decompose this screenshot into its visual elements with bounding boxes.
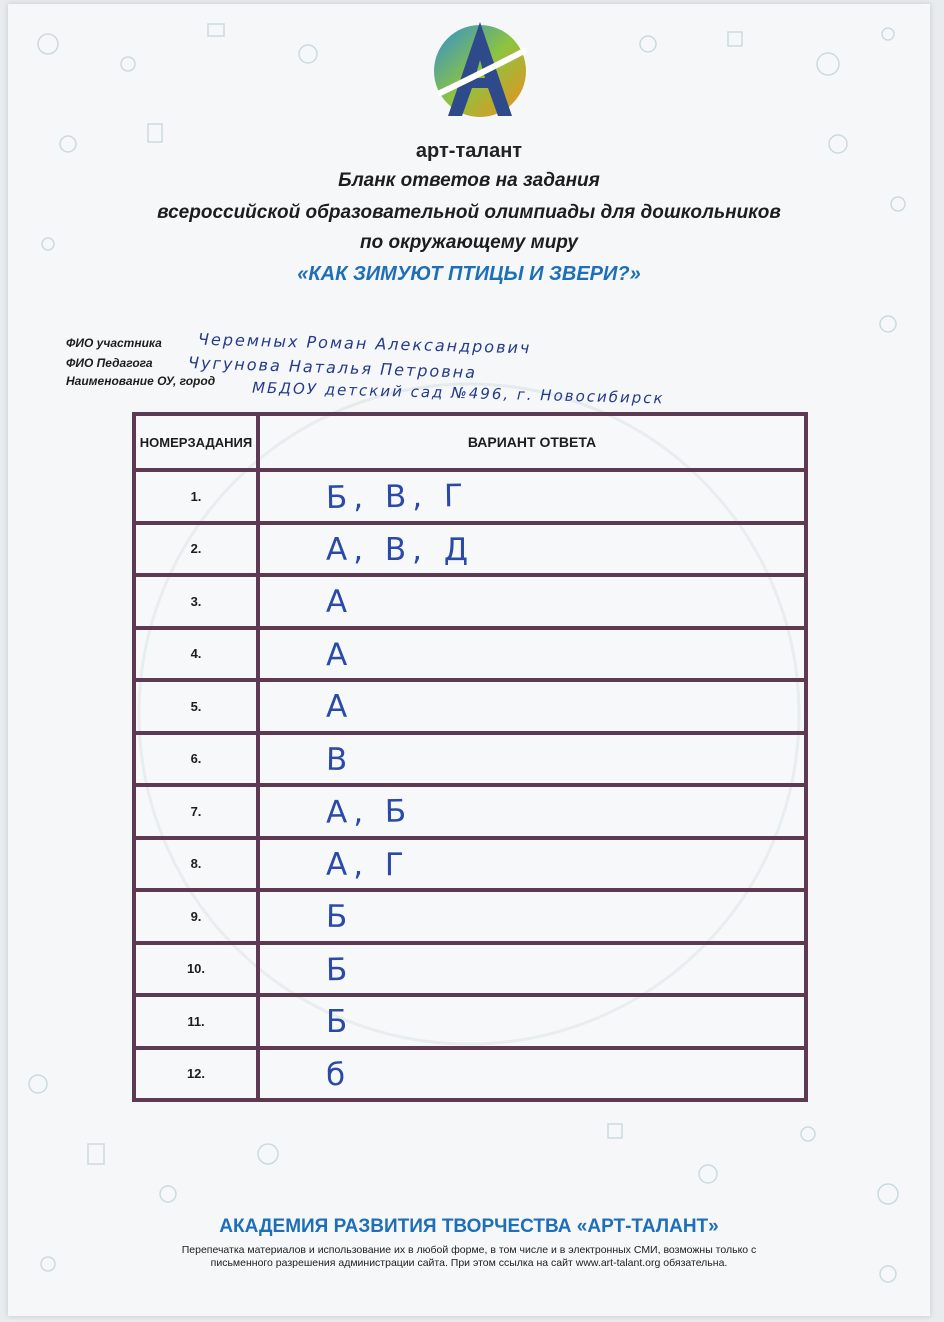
- task-number: 2.: [190, 541, 202, 556]
- task-number: 11.: [187, 1013, 205, 1029]
- task-number: 8.: [190, 856, 202, 871]
- table-row: [136, 997, 804, 1045]
- handwritten-answer: А, В, Д: [326, 531, 475, 568]
- brand-name: арт-талант: [415, 140, 523, 162]
- handwritten-answer: Б: [325, 951, 354, 988]
- handwritten-answer: А, Г: [326, 846, 410, 883]
- footer-note-line-2: письменного разрешения администрации сайта. При этом ссылка на сайт www.art-talant.org обязательна.: [210, 1257, 728, 1269]
- task-number: 9.: [190, 908, 202, 924]
- answer-sheet: [8, 4, 930, 1316]
- column-header-number: [136, 416, 256, 468]
- handwritten-answer: А: [325, 636, 354, 673]
- handwritten-answer: Б: [326, 1004, 354, 1040]
- handwritten-answer: А, Б: [325, 793, 413, 831]
- table-row: [136, 630, 804, 678]
- sheet-title: Бланк ответов на задания: [338, 170, 600, 191]
- handwritten-answer: А: [325, 583, 354, 621]
- sheet-subject: по окружающему миру: [360, 232, 578, 253]
- organization-name: МБДОУ детский сад №496, г. Новосибирск: [251, 378, 665, 408]
- participant-name: Черемных Роман Александрович: [197, 329, 532, 358]
- table-row: [136, 735, 804, 783]
- task-number: 5.: [190, 698, 202, 714]
- handwritten-answer: б: [325, 1056, 352, 1093]
- teacher-name: Чугунова Наталья Петровна: [187, 352, 478, 383]
- art-talant-logo: [428, 16, 532, 126]
- handwritten-answer: А: [326, 689, 354, 725]
- table-row: [136, 892, 804, 940]
- handwritten-answer: В: [325, 741, 354, 778]
- table-row: [136, 525, 804, 573]
- footer-note: [68, 1244, 870, 1270]
- table-row: [136, 472, 804, 520]
- task-number: 10.: [186, 961, 206, 976]
- table-row: [136, 577, 804, 625]
- task-number: 1.: [190, 488, 202, 504]
- table-row: [136, 840, 804, 888]
- table-row: [136, 945, 804, 993]
- column-header-number-word: НОМЕР: [139, 434, 188, 450]
- task-number: 6.: [190, 751, 202, 766]
- participant-label: ФИО участника: [66, 336, 162, 350]
- footer-title: АКАДЕМИЯ РАЗВИТИЯ ТВОРЧЕСТВА «АРТ-ТАЛАНТ»: [219, 1216, 719, 1237]
- task-number: 12.: [186, 1066, 206, 1081]
- column-header-number-word: ЗАДАНИЯ: [187, 434, 253, 450]
- handwritten-answer: Б, В, Г: [325, 478, 470, 516]
- teacher-label: ФИО Педагога: [66, 356, 153, 370]
- footer-note-line-1: Перепечатка материалов и использование их в любой форме, в том числе и в электронных СМИ, возможны только с: [181, 1244, 757, 1256]
- column-header-answer: ВАРИАНТ ОТВЕТА: [467, 434, 597, 450]
- task-number: 4.: [190, 646, 202, 661]
- task-number: 3.: [190, 593, 202, 609]
- handwritten-answer: Б: [325, 898, 354, 936]
- answers-table: [132, 412, 808, 1102]
- table-row: [136, 787, 804, 835]
- sheet-subtitle: всероссийской образовательной олимпиады для дошкольников: [157, 202, 781, 223]
- table-row: [136, 1050, 804, 1098]
- olympiad-name: «КАК ЗИМУЮТ ПТИЦЫ И ЗВЕРИ?»: [297, 263, 641, 285]
- table-row: [136, 682, 804, 730]
- task-number: 7.: [190, 803, 202, 819]
- organization-label: Наименование ОУ, город: [66, 374, 216, 388]
